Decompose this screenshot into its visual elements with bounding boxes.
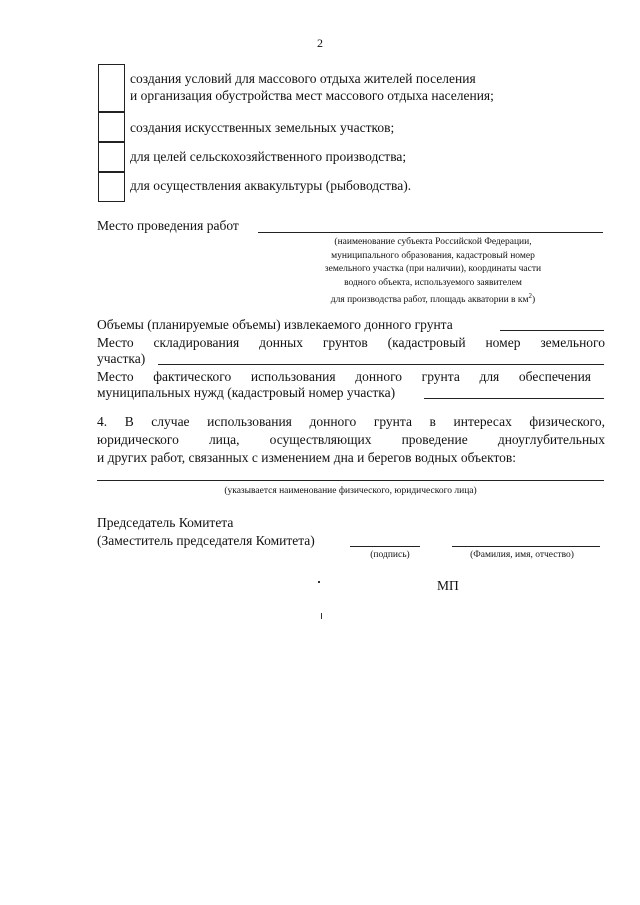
item4-line3: и других работ, связанных с изменением дна и берегов водных объектов:: [97, 450, 517, 465]
stamp-placeholder: МП: [437, 578, 459, 593]
scan-speck-tick: [321, 613, 322, 619]
signature-hint: (подпись): [370, 550, 410, 560]
item4-line1: 4. В случае использования донного грунта в интересах физического,: [97, 414, 605, 429]
item4-line2: юридического лица, осуществляющих проведение дноуглубительных: [97, 432, 605, 447]
deputy-chairman-title: (Заместитель председателя Комитета): [97, 533, 315, 548]
storage-label-line2: участка): [97, 351, 146, 366]
full-name-field[interactable]: [452, 546, 600, 547]
checkbox-label-aquaculture: для осуществления аквакультуры (рыбоводства).: [130, 178, 412, 193]
actual-use-label-line1: Место фактического использования донного грунта для обеспечения: [97, 369, 591, 384]
work-location-hint: (наименование субъекта Российской Федерации, муниципального образования, кадастровый номер земельного участка (при наличии), координаты части водного объекта, используемого заявителем для производства работ, площадь акватории в $км^2$): [324, 237, 542, 306]
actual-use-label-line2: муниципальных нужд (кадастровый номер участка): [97, 385, 396, 400]
scan-speck-dot: [318, 581, 320, 583]
full-name-hint: (Фамилия, имя, отчество): [470, 550, 574, 560]
legal-entity-field[interactable]: [97, 480, 604, 481]
volumes-field[interactable]: [500, 330, 604, 331]
checkbox-label-mass-recreation: создания условий для массового отдыха жителей поселения и организация обустройства мест массового отдыха населения;: [130, 71, 494, 103]
work-location-label: Место проведения работ: [97, 218, 239, 233]
checkbox-label-artificial-land: создания искусственных земельных участков;: [130, 120, 395, 135]
signature-field[interactable]: [350, 546, 420, 547]
checkbox-mass-recreation[interactable]: [98, 64, 125, 112]
page-number: 2: [317, 36, 323, 50]
storage-field[interactable]: [158, 364, 604, 365]
volumes-label: Объемы (планируемые объемы) извлекаемого донного грунта: [97, 317, 453, 332]
work-location-field[interactable]: [258, 232, 603, 233]
checkbox-aquaculture[interactable]: [98, 172, 125, 202]
checkbox-agriculture[interactable]: [98, 142, 125, 172]
checkbox-artificial-land[interactable]: [98, 112, 125, 142]
checkbox-label-agriculture: для целей сельскохозяйственного производства;: [130, 149, 407, 164]
storage-label-line1: Место складирования донных грунтов (кадастровый номер земельного: [97, 335, 605, 350]
legal-entity-hint: (указывается наименование физического, юридического лица): [224, 486, 477, 496]
actual-use-field[interactable]: [424, 398, 604, 399]
chairman-title: Председатель Комитета: [97, 515, 234, 530]
